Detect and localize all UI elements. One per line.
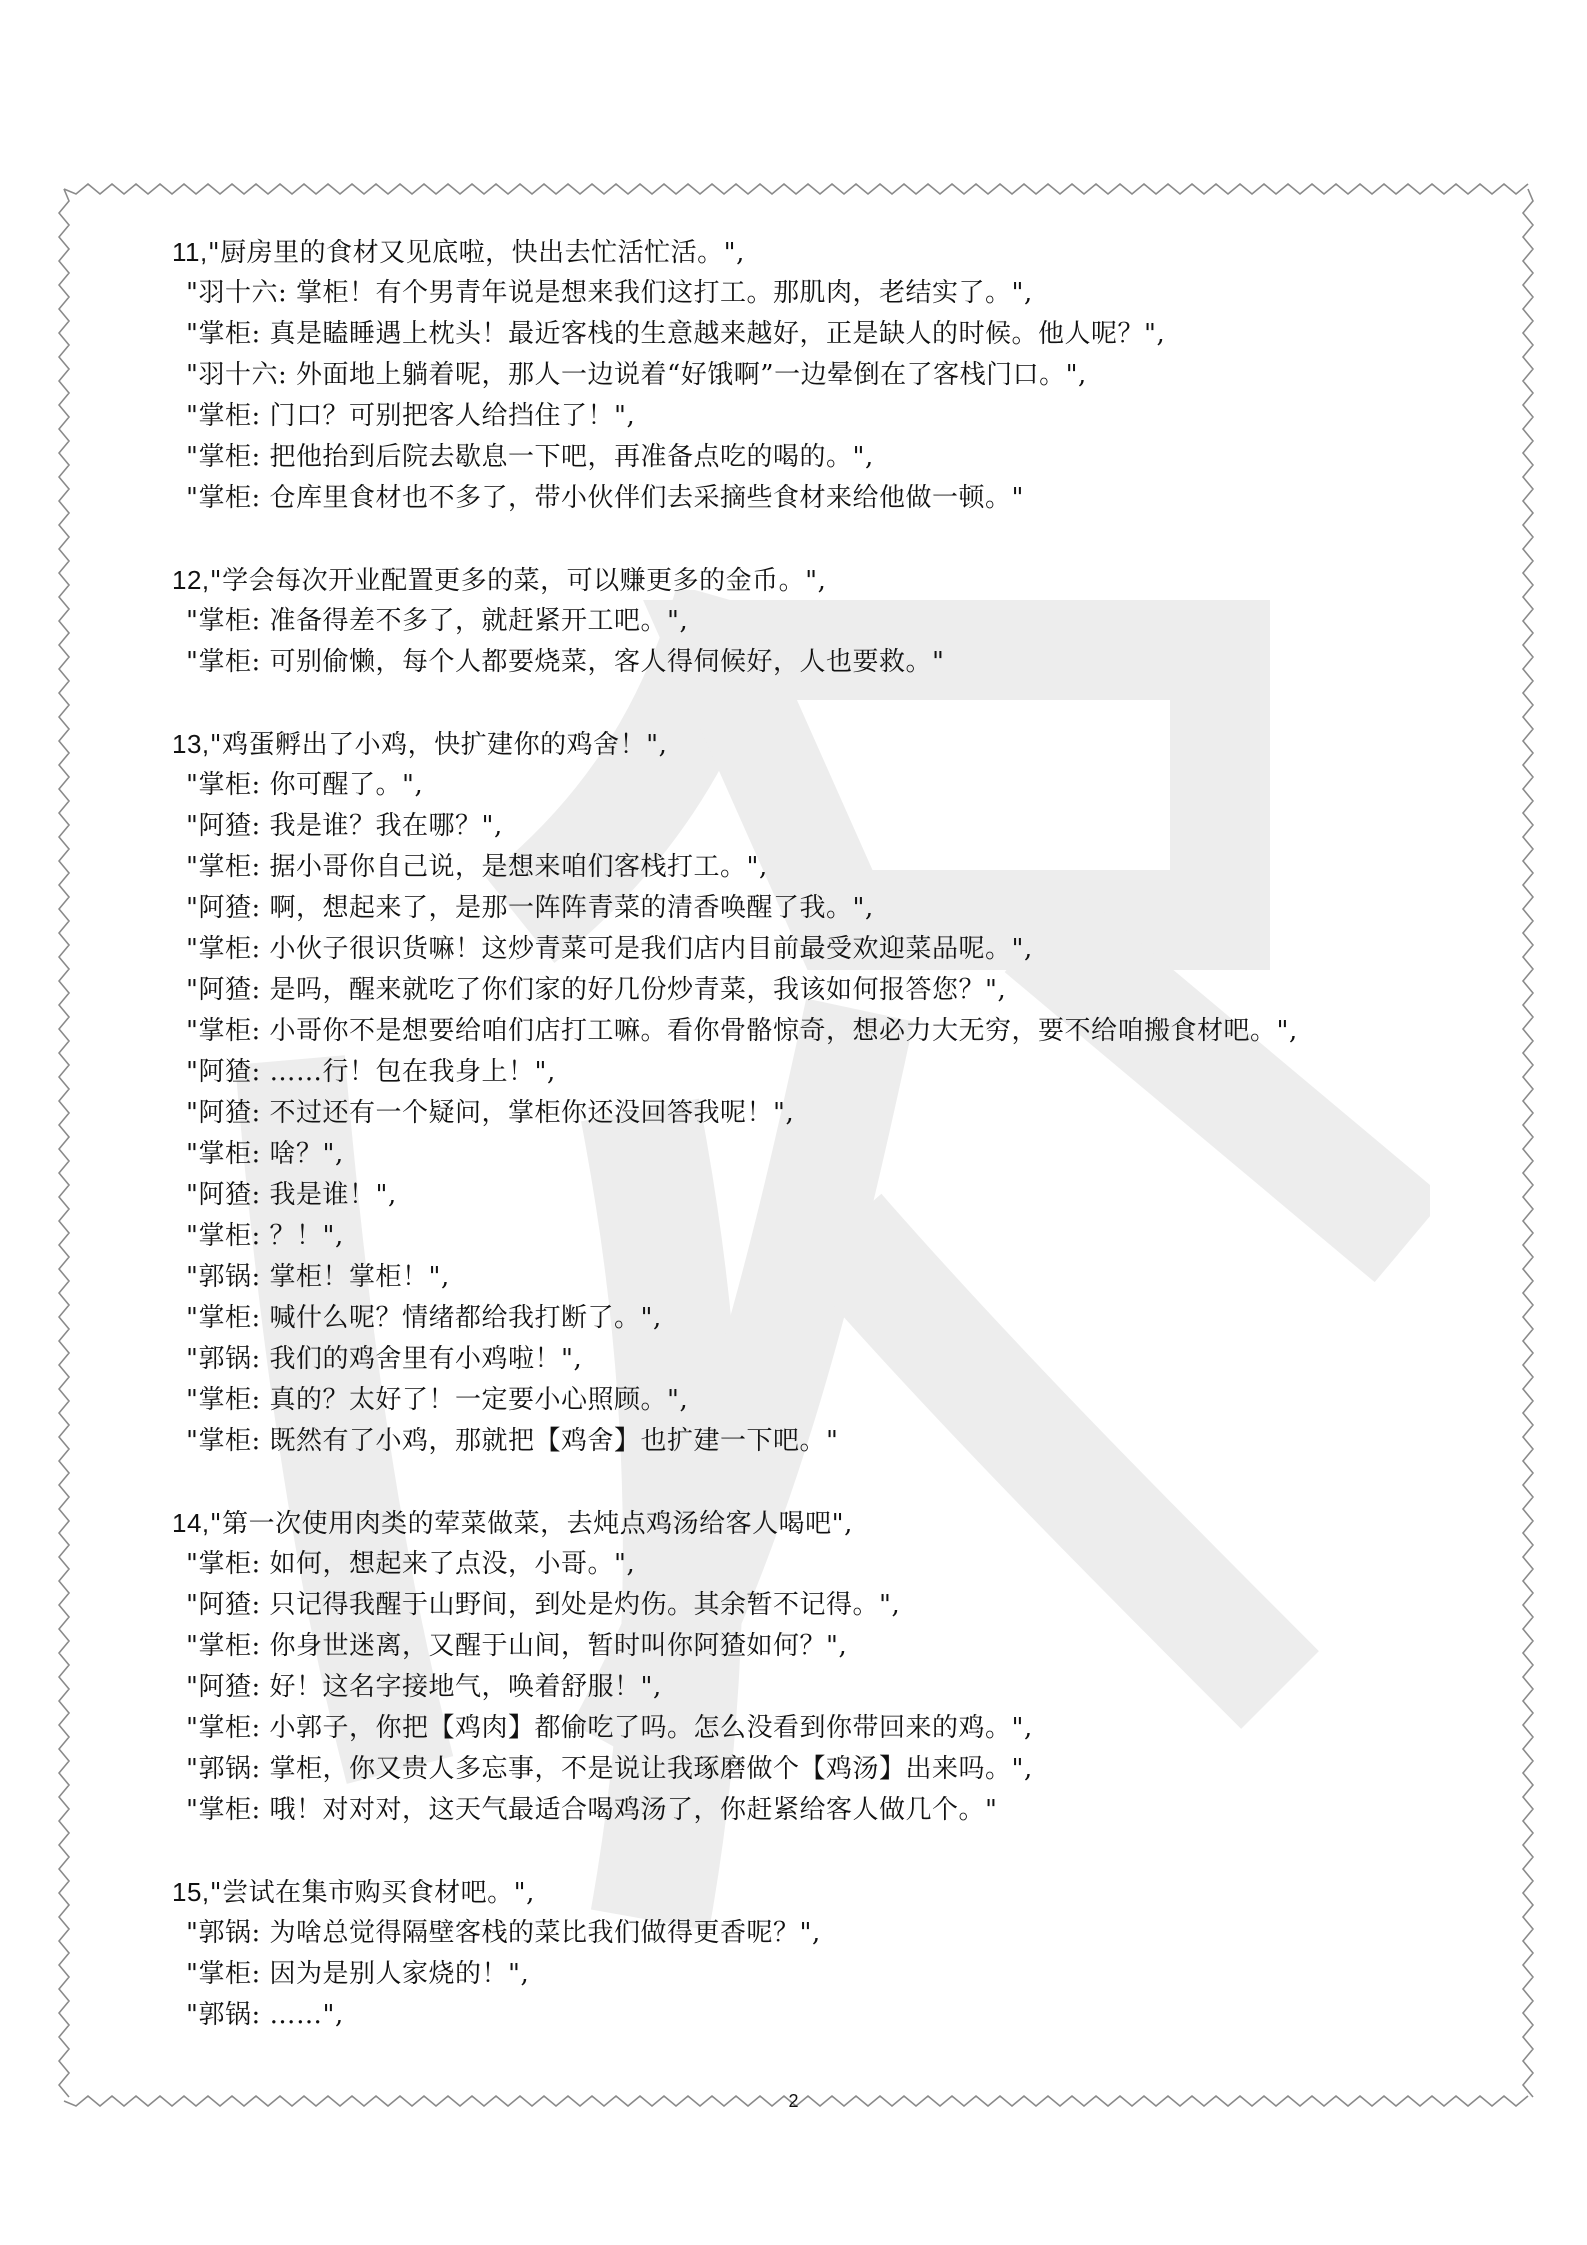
section-title: "厨房里的食材又见底啦，快出去忙活忙活。",: [207, 238, 745, 268]
dialogue-line: "掌柜: 小伙子很识货嘛！这炒青菜可是我们店内目前最受欢迎菜品呢。",: [186, 934, 1033, 964]
section-number: 14,: [172, 1508, 210, 1538]
dialogue-line: "郭锅: 掌柜，你又贵人多忘事，不是说让我琢磨做个【鸡汤】出来吗。",: [186, 1754, 1033, 1784]
section-heading: [172, 560, 1402, 601]
dialogue-line: "掌柜: 如何，想起来了点没，小哥。",: [186, 1549, 636, 1579]
dialogue-line: "掌柜: 仓库里食材也不多了，带小伙伴们去采摘些食材来给他做一顿。": [186, 483, 1024, 513]
dialogue-line: "掌柜: 既然有了小鸡，那就把【鸡舍】也扩建一下吧。": [186, 1426, 839, 1456]
dialogue-line: "阿猹: 啊，想起来了，是那一阵阵青菜的清香唤醒了我。",: [186, 893, 874, 923]
dialogue-line: "掌柜: 把他抬到后院去歇息一下吧，再准备点吃的喝的。",: [186, 442, 874, 472]
dialogue-line: "掌柜: 真是瞌睡遇上枕头！最近客栈的生意越来越好，正是缺人的时候。他人呢？",: [186, 319, 1166, 349]
section-title: "学会每次开业配置更多的菜，可以赚更多的金币。",: [209, 566, 827, 596]
dialogue-section: [172, 232, 1402, 519]
dialogue-line: "掌柜: 喊什么呢？情绪都给我打断了。",: [186, 1303, 662, 1333]
dialogue-line: "郭锅: 为啥总觉得隔壁客栈的菜比我们做得更香呢？",: [186, 1918, 821, 1948]
dialogue-line: "郭锅: 掌柜！掌柜！",: [186, 1262, 450, 1292]
section-number: 12,: [172, 565, 210, 595]
section-number: 15,: [172, 1877, 210, 1907]
section-title: "尝试在集市购买食材吧。",: [209, 1878, 535, 1908]
section-heading: [172, 724, 1402, 765]
dialogue-line: "掌柜: 准备得差不多了，就赶紧开工吧。",: [186, 606, 689, 636]
dialogue-line: "掌柜: 可别偷懒，每个人都要烧菜，客人得伺候好，人也要救。": [186, 647, 945, 677]
section-heading: [172, 232, 1402, 273]
section-title: "第一次使用肉类的荤菜做菜，去炖点鸡汤给客人喝吧",: [209, 1509, 853, 1539]
dialogue-section: [172, 560, 1402, 683]
dialogue-section: [172, 1872, 1402, 2036]
dialogue-line: "掌柜: 门口？可别把客人给挡住了！",: [186, 401, 636, 431]
dialogue-line: "羽十六: 外面地上躺着呢，那人一边说着“好饿啊”一边晕倒在了客栈门口。",: [186, 360, 1087, 390]
dialogue-line: "掌柜: 真的？太好了！一定要小心照顾。",: [186, 1385, 689, 1415]
dialogue-line: "掌柜: 小哥你不是想要给咱们店打工嘛。看你骨骼惊奇，想必力大无穷，要不给咱搬食材吧。",: [186, 1016, 1298, 1046]
dialogue-line: "掌柜: 据小哥你自己说，是想来咱们客栈打工。",: [186, 852, 768, 882]
dialogue-line: "掌柜: 小郭子，你把【鸡肉】都偷吃了吗。怎么没看到你带回来的鸡。",: [186, 1713, 1033, 1743]
dialogue-line: "掌柜: 你可醒了。",: [186, 770, 424, 800]
dialogue-line: "羽十六: 掌柜！有个男青年说是想来我们这打工。那肌肉，老结实了。",: [186, 278, 1033, 308]
section-title: "鸡蛋孵出了小鸡，快扩建你的鸡舍！",: [209, 730, 668, 760]
dialogue-line: "掌柜: 因为是别人家烧的！",: [186, 1959, 530, 1989]
section-heading: [172, 1503, 1402, 1544]
dialogue-line: "掌柜: 哦！对对对，这天气最适合喝鸡汤了，你赶紧给客人做几个。": [186, 1795, 998, 1825]
document-body: [172, 232, 1402, 2077]
dialogue-section: [172, 1503, 1402, 1831]
section-heading: [172, 1872, 1402, 1913]
dialogue-line: "阿猹: 只记得我醒于山野间，到处是灼伤。其余暂不记得。",: [186, 1590, 901, 1620]
dialogue-line: "阿猹: 我是谁！",: [186, 1180, 397, 1210]
page-number: 2: [788, 2091, 799, 2111]
dialogue-line: "阿猹: 不过还有一个疑问，掌柜你还没回答我呢！",: [186, 1098, 795, 1128]
dialogue-line: "掌柜: 你身世迷离，又醒于山间，暂时叫你阿猹如何？",: [186, 1631, 848, 1661]
dialogue-line: "阿猹: 是吗，醒来就吃了你们家的好几份炒青菜，我该如何报答您？",: [186, 975, 1007, 1005]
dialogue-line: "阿猹: 好！这名字接地气，唤着舒服！",: [186, 1672, 662, 1702]
dialogue-line: "掌柜: ？！",: [186, 1221, 344, 1251]
dialogue-section: [172, 724, 1402, 1462]
section-number: 13,: [172, 729, 210, 759]
dialogue-line: "郭锅: ……",: [186, 2000, 344, 2030]
dialogue-line: "阿猹: ……行！包在我身上！",: [186, 1057, 556, 1087]
dialogue-line: "阿猹: 我是谁？我在哪？",: [186, 811, 503, 841]
dialogue-line: "掌柜: 啥？",: [186, 1139, 344, 1169]
section-number: 11,: [172, 237, 208, 267]
dialogue-line: "郭锅: 我们的鸡舍里有小鸡啦！",: [186, 1344, 583, 1374]
